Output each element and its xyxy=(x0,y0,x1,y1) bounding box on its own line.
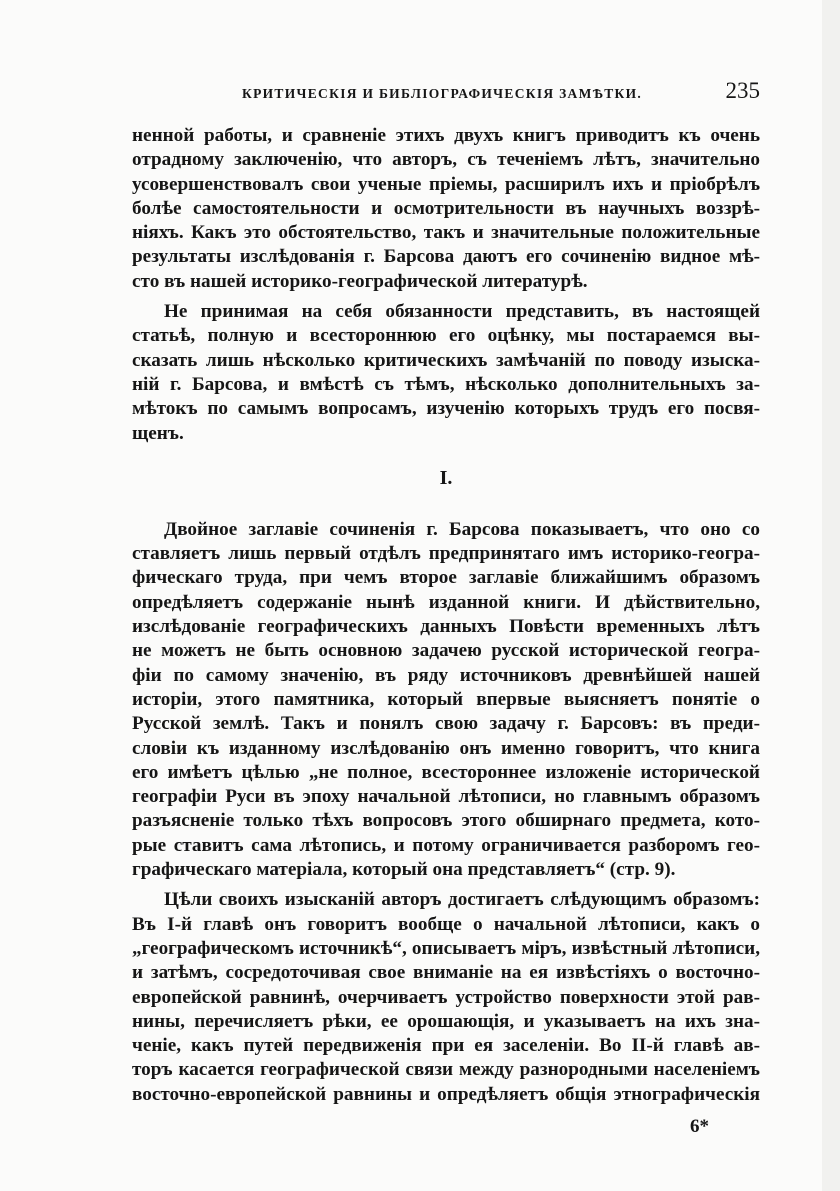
text-line: „географическомъ источникѣ“, описываетъ міръ, извѣстный лѣтописи, xyxy=(132,937,760,959)
text-line: усовершенствовалъ свои ученые пріемы, расширилъ ихъ и пріобрѣлъ xyxy=(132,173,760,195)
text-line: фіи по самому значенію, въ ряду источниковъ древнѣйшей нашей xyxy=(132,664,760,686)
text-line: изслѣдованіе географическихъ данныхъ Повѣсти временныхъ лѣтъ xyxy=(132,616,760,638)
paragraph-2 xyxy=(132,300,760,446)
text-line: не можетъ не быть основною задачею русской исторической геогра- xyxy=(132,640,760,662)
text-line: сказать лишь нѣсколько критическихъ замѣчаній по поводу изыска- xyxy=(132,349,760,371)
paragraph-1 xyxy=(132,124,760,294)
text-line: болѣе самостоятельности и осмотрительности въ научныхъ воззрѣ- xyxy=(132,197,760,219)
text-line: статьѣ, полную и всестороннюю его оцѣнку, мы постараемся вы- xyxy=(132,325,760,347)
text-line: графическаго матеріала, который она представляетъ“ (стр. 9). xyxy=(132,859,676,881)
text-line: ніяхъ. Какъ это обстоятельство, такъ и значительные положительные xyxy=(132,222,760,244)
text-line: фическаго труда, при чемъ второе заглавіе ближайшимъ образомъ xyxy=(132,567,760,589)
scan-edge xyxy=(822,0,840,1191)
paragraph-4 xyxy=(132,888,760,1107)
running-title: КРИТИЧЕСКІЯ И БИБЛІОГРАФИЧЕСКІЯ ЗАМѢТКИ. xyxy=(242,86,643,101)
text-line: нины, перечисляетъ рѣки, ее орошающія, и указываетъ на ихъ зна- xyxy=(132,1010,760,1032)
text-line: словіи къ изданному изслѣдованію онъ именно говоритъ, что книга xyxy=(132,737,760,759)
text-line: Русской землѣ. Такъ и понялъ свою задачу г. Барсовъ: въ преди- xyxy=(132,713,760,735)
signature-mark: 6* xyxy=(690,1116,709,1137)
text-line: исторіи, этого памятника, который впервые выясняетъ понятіе о xyxy=(132,688,760,710)
text-line: и затѣмъ, сосредоточивая свое вниманіе на ея извѣстіяхъ о восточно- xyxy=(132,962,760,984)
paragraph-3 xyxy=(132,518,760,882)
text-line: ставляетъ лишь первый отдѣлъ предпринятаго имъ историко-геогра- xyxy=(132,543,760,565)
text-line: ченіе, какъ путей передвиженія при ея заселеніи. Во ІІ-й главѣ ав- xyxy=(132,1035,760,1057)
text-line: сто въ нашей историко-географической литературѣ. xyxy=(132,270,588,292)
text-line: щенъ. xyxy=(132,422,184,444)
text-line: европейской равнинѣ, очерчиваетъ устройство поверхности этой рав- xyxy=(132,986,760,1008)
text-line: разъясненіе только тѣхъ вопросовъ этого обширнаго предмета, кото- xyxy=(132,810,760,832)
text-line: мѣтокъ по самымъ вопросамъ, изученію которыхъ трудъ его посвя- xyxy=(132,398,760,420)
text-line: результаты изслѣдованія г. Барсова даютъ его сочиненію видное мѣ- xyxy=(132,246,760,268)
text-line: ній г. Барсова, и вмѣстѣ съ тѣмъ, нѣсколько дополнительныхъ за- xyxy=(132,373,760,395)
text-line: торъ касается географической связи между разнородными населеніемъ xyxy=(132,1059,760,1081)
page-number: 235 xyxy=(725,78,760,103)
section-heading: I. xyxy=(439,466,453,489)
text-line: его имѣетъ цѣлью „не полное, всестороннее изложеніе исторической xyxy=(132,761,760,783)
text-line: географіи Руси въ эпоху начальной лѣтописи, но главнымъ образомъ xyxy=(132,786,760,808)
text-line: восточно-европейской равнины и опредѣляетъ общія этнографическія xyxy=(132,1083,760,1105)
text-line: Въ І-й главѣ онъ говоритъ вообще о начальной лѣтописи, какъ о xyxy=(132,913,760,935)
text-line: ненной работы, и сравненіе этихъ двухъ книгъ приводитъ къ очень xyxy=(132,125,760,146)
text-line: отрадному заключенію, что авторъ, съ теченіемъ лѣтъ, значительно xyxy=(132,149,760,171)
text-line: опредѣляетъ содержаніе нынѣ изданной книги. И дѣйствительно, xyxy=(132,591,760,613)
text-line: Цѣли своихъ изысканій авторъ достигаетъ слѣдующимъ образомъ: xyxy=(164,889,760,911)
body-text xyxy=(132,124,760,1107)
text-line: рые ставитъ сама лѣтопись, и потому ограничивается разборомъ гео- xyxy=(132,834,760,856)
text-line: Двойное заглавіе сочиненія г. Барсова показываетъ, что оно со xyxy=(164,518,760,540)
page-header xyxy=(132,78,760,114)
text-line: Не принимая на себя обязанности представить, въ настоящей xyxy=(164,301,760,323)
